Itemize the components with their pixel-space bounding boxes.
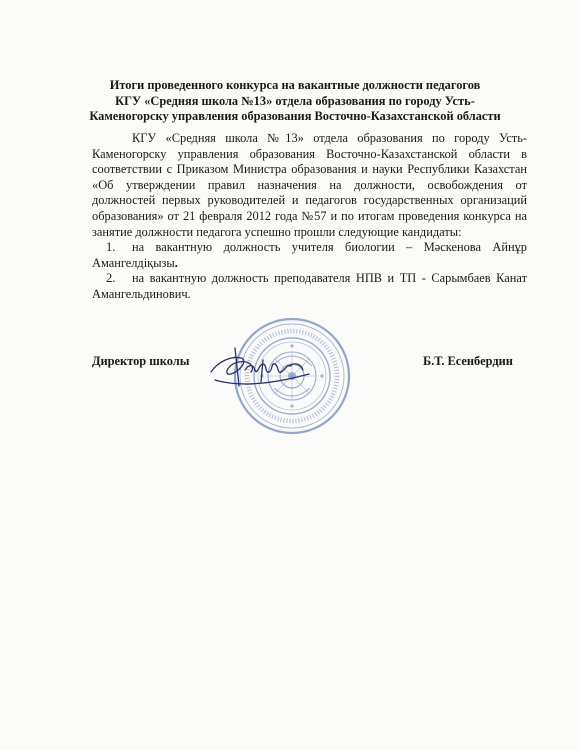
list-item-text: на вакантную должность преподавателя НПВ и ТП - Сарымбаев Канат Амангельдинович. bbox=[92, 271, 527, 301]
list-item bbox=[92, 271, 527, 302]
title-line-3: Каменогорску управления образования Восточно-Казахстанской области bbox=[89, 109, 501, 123]
main-paragraph: КГУ «Средняя школа №13» отдела образования по городу Усть-Каменогорску управления образования Восточно-Казахстанской области в соответствии с Приказом Министра образования и науки Республики Казахстан «Об утверждении правил назначения на должности, освобождения от должностей первых руководителей и педагогов государственных организаций образования» от 21 февраля 2012 года №57 и по итогам проведения конкурса на занятие должности педагога успешно прошли следующие кандидаты: bbox=[92, 131, 527, 239]
document-body bbox=[92, 131, 527, 303]
list-item-text: на вакантную должность учителя биологии – Мәскенова Айнұр Амангелдіқызы bbox=[92, 240, 527, 270]
title-line-1: Итоги проведенного конкурса на вакантные должности педагогов bbox=[109, 78, 481, 92]
title-line-2: КГУ «Средняя школа №13» отдела образования по городу Усть- bbox=[115, 93, 475, 108]
list-item bbox=[92, 240, 527, 271]
list-item-number: 2. bbox=[106, 271, 116, 286]
list-item-number: 1. bbox=[106, 240, 116, 255]
handwritten-signature-icon bbox=[205, 342, 315, 390]
signatory-role: Директор школы bbox=[92, 354, 190, 368]
document-title bbox=[60, 78, 530, 125]
list-item-tail: . bbox=[174, 255, 178, 270]
signatory-name: Б.Т. Есенбердин bbox=[423, 354, 513, 368]
